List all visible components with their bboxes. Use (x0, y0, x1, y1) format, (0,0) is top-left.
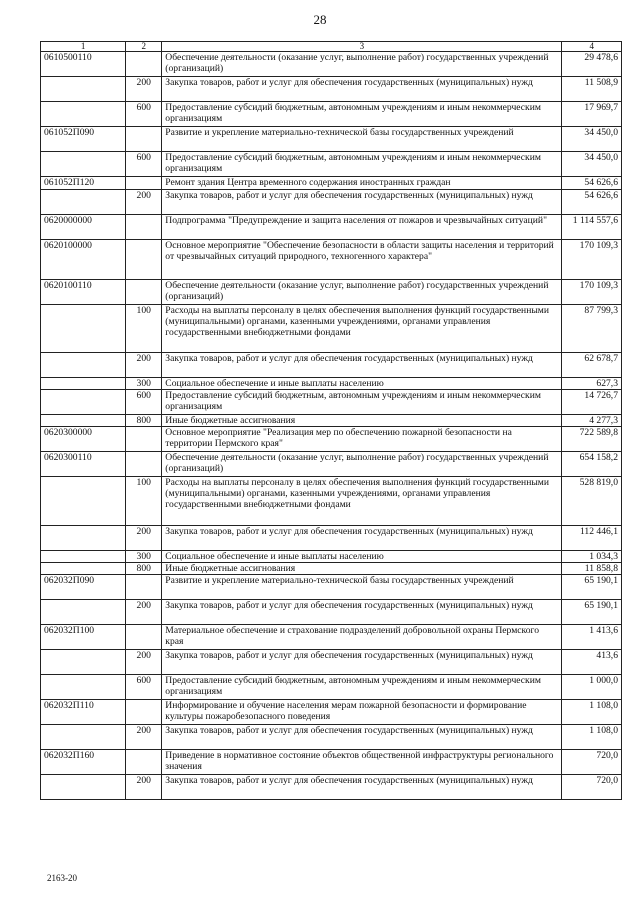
table-row (41, 526, 622, 551)
budget-table (40, 41, 622, 800)
amount-cell: 170 109,3 (562, 240, 622, 280)
expense-type-cell (126, 452, 162, 477)
item-name-cell: Иные бюджетные ассигнования (162, 563, 562, 575)
target-code-cell: 062032П090 (41, 575, 126, 600)
item-name-cell: Ремонт здания Центра временного содержания иностранных граждан (162, 177, 562, 190)
item-name-cell: Расходы на выплаты персоналу в целях обеспечения выполнения функций государственными (муниципальными) органами, казенными учреждениями, органами управления государственными внебюджетными фондами (162, 477, 562, 526)
amount-cell: 54 626,6 (562, 177, 622, 190)
target-code-cell: 061052П090 (41, 127, 126, 152)
amount-cell: 54 626,6 (562, 190, 622, 215)
expense-type-cell (126, 240, 162, 280)
expense-type-cell: 200 (126, 775, 162, 800)
item-name-cell: Закупка товаров, работ и услуг для обеспечения государственных (муниципальных) нужд (162, 650, 562, 675)
item-name-cell: Закупка товаров, работ и услуг для обеспечения государственных (муниципальных) нужд (162, 725, 562, 750)
amount-cell: 65 190,1 (562, 600, 622, 625)
item-name-cell: Предоставление субсидий бюджетным, автономным учреждениям и иным некоммерческим организациям (162, 675, 562, 700)
item-name-cell: Предоставление субсидий бюджетным, автономным учреждениям и иным некоммерческим организациям (162, 390, 562, 415)
expense-type-cell: 200 (126, 190, 162, 215)
expense-type-cell: 300 (126, 378, 162, 390)
target-code-cell (41, 305, 126, 353)
target-code-cell: 0620100110 (41, 280, 126, 305)
expense-type-cell: 600 (126, 102, 162, 127)
table-row (41, 427, 622, 452)
expense-type-cell (126, 127, 162, 152)
target-code-cell: 0620000000 (41, 215, 126, 240)
table-row (41, 551, 622, 563)
amount-cell: 11 858,8 (562, 563, 622, 575)
table-row (41, 415, 622, 427)
amount-cell: 112 446,1 (562, 526, 622, 551)
table-row (41, 102, 622, 127)
expense-type-cell: 600 (126, 390, 162, 415)
expense-type-cell: 600 (126, 675, 162, 700)
target-code-cell (41, 378, 126, 390)
table-row (41, 775, 622, 800)
amount-cell: 4 277,3 (562, 415, 622, 427)
expense-type-cell (126, 575, 162, 600)
expense-type-cell: 300 (126, 551, 162, 563)
item-name-cell: Закупка товаров, работ и услуг для обеспечения государственных (муниципальных) нужд (162, 600, 562, 625)
expense-type-cell: 200 (126, 650, 162, 675)
table-row (41, 625, 622, 650)
expense-type-cell (126, 177, 162, 190)
table-row (41, 650, 622, 675)
item-name-cell: Предоставление субсидий бюджетным, автономным учреждениям и иным некоммерческим организациям (162, 102, 562, 127)
column-number-2: 2 (126, 42, 162, 52)
amount-cell: 11 508,9 (562, 77, 622, 102)
column-number-row (41, 42, 622, 52)
item-name-cell: Развитие и укрепление материально-технической базы государственных учреждений (162, 127, 562, 152)
item-name-cell: Материальное обеспечение и страхование подразделений добровольной охраны Пермского края (162, 625, 562, 650)
target-code-cell: 0610500110 (41, 52, 126, 77)
amount-cell: 654 158,2 (562, 452, 622, 477)
expense-type-cell (126, 700, 162, 725)
target-code-cell: 062032П100 (41, 625, 126, 650)
item-name-cell: Закупка товаров, работ и услуг для обеспечения государственных (муниципальных) нужд (162, 353, 562, 378)
expense-type-cell (126, 750, 162, 775)
expense-type-cell (126, 427, 162, 452)
expense-type-cell: 100 (126, 477, 162, 526)
table-row (41, 152, 622, 177)
table-row (41, 280, 622, 305)
amount-cell: 14 726,7 (562, 390, 622, 415)
target-code-cell (41, 390, 126, 415)
item-name-cell: Закупка товаров, работ и услуг для обеспечения государственных (муниципальных) нужд (162, 775, 562, 800)
amount-cell: 720,0 (562, 775, 622, 800)
item-name-cell: Основное мероприятие "Реализация мер по обеспечению пожарной безопасности на территории Пермского края" (162, 427, 562, 452)
item-name-cell: Иные бюджетные ассигнования (162, 415, 562, 427)
target-code-cell: 062032П160 (41, 750, 126, 775)
column-number-1: 1 (41, 42, 126, 52)
amount-cell: 170 109,3 (562, 280, 622, 305)
target-code-cell (41, 526, 126, 551)
amount-cell: 1 000,0 (562, 675, 622, 700)
target-code-cell (41, 152, 126, 177)
expense-type-cell: 200 (126, 526, 162, 551)
table-row (41, 190, 622, 215)
table-row (41, 177, 622, 190)
target-code-cell (41, 102, 126, 127)
table-row (41, 575, 622, 600)
target-code-cell (41, 415, 126, 427)
amount-cell: 528 819,0 (562, 477, 622, 526)
amount-cell: 29 478,6 (562, 52, 622, 77)
table-row (41, 725, 622, 750)
item-name-cell: Основное мероприятие "Обеспечение безопасности в области защиты населения и территорий от чрезвычайных ситуаций природного, техногенного характера" (162, 240, 562, 280)
target-code-cell (41, 477, 126, 526)
amount-cell: 720,0 (562, 750, 622, 775)
amount-cell: 17 969,7 (562, 102, 622, 127)
table-row (41, 390, 622, 415)
expense-type-cell: 600 (126, 152, 162, 177)
item-name-cell: Закупка товаров, работ и услуг для обеспечения государственных (муниципальных) нужд (162, 526, 562, 551)
amount-cell: 1 108,0 (562, 700, 622, 725)
amount-cell: 1 108,0 (562, 725, 622, 750)
table-row (41, 215, 622, 240)
expense-type-cell: 200 (126, 600, 162, 625)
expense-type-cell (126, 625, 162, 650)
target-code-cell: 0620300110 (41, 452, 126, 477)
item-name-cell: Социальное обеспечение и иные выплаты населению (162, 551, 562, 563)
table-row (41, 52, 622, 77)
item-name-cell: Информирование и обучение населения мерам пожарной безопасности и формирование культуры пожаробезопасного поведения (162, 700, 562, 725)
target-code-cell (41, 775, 126, 800)
item-name-cell: Социальное обеспечение и иные выплаты населению (162, 378, 562, 390)
target-code-cell (41, 675, 126, 700)
item-name-cell: Обеспечение деятельности (оказание услуг, выполнение работ) государственных учреждений (организаций) (162, 280, 562, 305)
expense-type-cell: 200 (126, 353, 162, 378)
target-code-cell: 0620100000 (41, 240, 126, 280)
item-name-cell: Предоставление субсидий бюджетным, автономным учреждениям и иным некоммерческим организациям (162, 152, 562, 177)
table-row (41, 477, 622, 526)
target-code-cell (41, 353, 126, 378)
item-name-cell: Приведение в нормативное состояние объектов общественной инфраструктуры регионального значения (162, 750, 562, 775)
expense-type-cell: 800 (126, 563, 162, 575)
table-row (41, 563, 622, 575)
amount-cell: 65 190,1 (562, 575, 622, 600)
table-row (41, 127, 622, 152)
target-code-cell: 061052П120 (41, 177, 126, 190)
target-code-cell: 0620300000 (41, 427, 126, 452)
expense-type-cell: 200 (126, 725, 162, 750)
expense-type-cell: 800 (126, 415, 162, 427)
table-row (41, 353, 622, 378)
amount-cell: 62 678,7 (562, 353, 622, 378)
expense-type-cell: 100 (126, 305, 162, 353)
item-name-cell: Расходы на выплаты персоналу в целях обеспечения выполнения функций государственными (муниципальными) органами, казенными учреждениями, органами управления государственными внебюджетными фондами (162, 305, 562, 353)
target-code-cell: 062032П110 (41, 700, 126, 725)
item-name-cell: Развитие и укрепление материально-технической базы государственных учреждений (162, 575, 562, 600)
amount-cell: 34 450,0 (562, 127, 622, 152)
target-code-cell (41, 725, 126, 750)
expense-type-cell (126, 52, 162, 77)
table-row (41, 600, 622, 625)
amount-cell: 1 034,3 (562, 551, 622, 563)
expense-type-cell (126, 215, 162, 240)
amount-cell: 34 450,0 (562, 152, 622, 177)
amount-cell: 1 413,6 (562, 625, 622, 650)
target-code-cell (41, 600, 126, 625)
table-row (41, 77, 622, 102)
item-name-cell: Подпрограмма "Предупреждение и защита населения от пожаров и чрезвычайных ситуаций" (162, 215, 562, 240)
amount-cell: 627,3 (562, 378, 622, 390)
table-row (41, 240, 622, 280)
amount-cell: 722 589,8 (562, 427, 622, 452)
amount-cell: 1 114 557,6 (562, 215, 622, 240)
item-name-cell: Обеспечение деятельности (оказание услуг, выполнение работ) государственных учреждений (организаций) (162, 452, 562, 477)
expense-type-cell: 200 (126, 77, 162, 102)
item-name-cell: Закупка товаров, работ и услуг для обеспечения государственных (муниципальных) нужд (162, 190, 562, 215)
table-row (41, 750, 622, 775)
item-name-cell: Обеспечение деятельности (оказание услуг, выполнение работ) государственных учреждений (организаций) (162, 52, 562, 77)
target-code-cell (41, 77, 126, 102)
item-name-cell: Закупка товаров, работ и услуг для обеспечения государственных (муниципальных) нужд (162, 77, 562, 102)
target-code-cell (41, 190, 126, 215)
table-row (41, 378, 622, 390)
amount-cell: 413,6 (562, 650, 622, 675)
target-code-cell (41, 563, 126, 575)
expense-type-cell (126, 280, 162, 305)
table-row (41, 700, 622, 725)
target-code-cell (41, 551, 126, 563)
target-code-cell (41, 650, 126, 675)
amount-cell: 87 799,3 (562, 305, 622, 353)
table-row (41, 305, 622, 353)
document-code: 2163-20 (47, 873, 77, 883)
column-number-4: 4 (562, 42, 622, 52)
column-number-3: 3 (162, 42, 562, 52)
table-row (41, 675, 622, 700)
table-row (41, 452, 622, 477)
page-number: 28 (313, 12, 327, 27)
